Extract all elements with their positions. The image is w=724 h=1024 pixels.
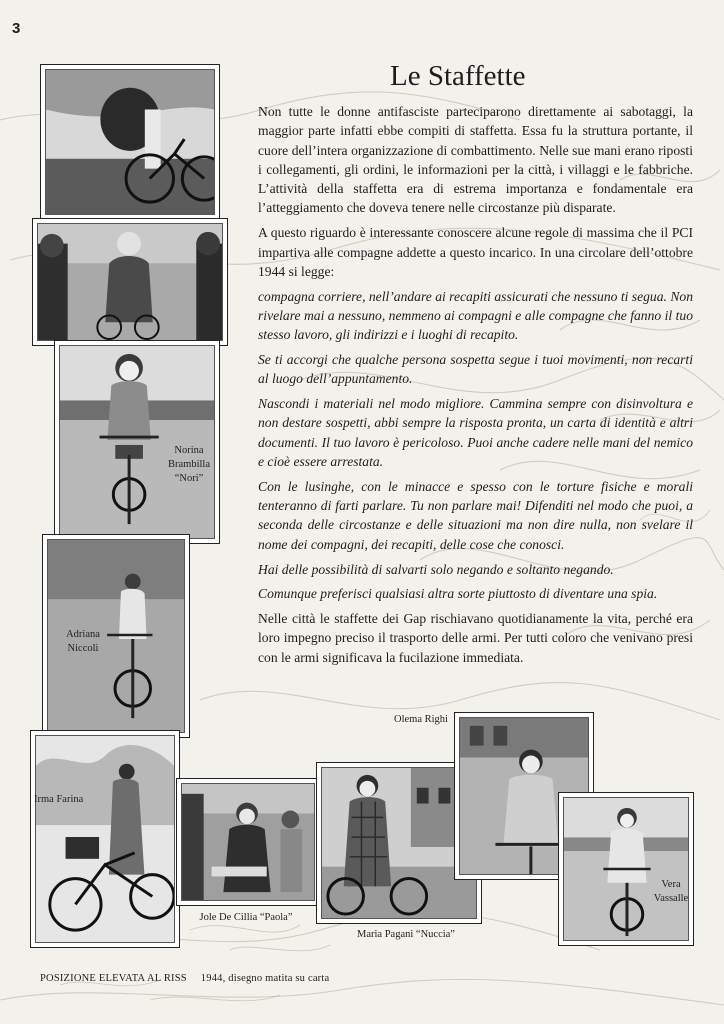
article-body	[258, 102, 693, 673]
page-title: Le Staffette	[390, 60, 526, 92]
caption-jole: Jole De Cillia “Paola”	[199, 912, 293, 923]
caption-vera	[644, 878, 698, 906]
quote-paragraph: Con le lusinghe, con le minacce e spesso con le torture fisiche e morali tenteranno di farti parlare. Tu non parlare mai! Difenditi nel modo che puoi, a seconda delle circostanze e delle situazioni ma non dire nulla, non svelare il nome dei compagni, dei recapiti, delle cose che conosci.	[258, 478, 693, 552]
caption-line: “Nori”	[174, 473, 204, 484]
caption-line: Norina	[174, 445, 204, 456]
photo-vera-vassalle	[558, 792, 694, 946]
footer-note: 1944, disegno matita su carta	[200, 973, 330, 984]
caption-olema: Olema Righi	[394, 714, 448, 725]
quote-paragraph: Comunque preferisci qualsiasi altra sorte piuttosto di diventare una spia.	[258, 586, 658, 602]
paragraph-pci-rules: A questo riguardo è interessante conoscere alcune regole di massima che il PCI impartiva alle compagne addette a questo incarico. In una circolare dell’ottobre 1944 si legge:	[258, 225, 693, 279]
quote-paragraph: Hai delle possibilità di salvarti solo negando e soltanto negando.	[258, 561, 614, 577]
caption-maria: Maria Pagani “Nuccia”	[357, 929, 455, 940]
quote-paragraph: Nascondi i materiali nel modo migliore. Cammina sempre con disinvoltura e non destare sospetti, abbi sempre la risposta pronta, un carta di identità e altri documenti. Il tuo lavoro è pericoloso. Puoi anche cadere nelle mani del nemico e cioè essere arrestata.	[258, 396, 693, 470]
quote-paragraph: Se ti accorgi che qualche persona sospetta segue i tuoi movimenti, non recarti al luogo dell’appuntamento.	[258, 352, 693, 387]
caption-adriana	[54, 628, 112, 656]
paragraph-gap: Nelle città le staffette dei Gap rischiavano quotidianamente la vita, perché era loro impegno preciso il trasporto delle armi. Per tutti coloro che venivano presi con le armi significava la fucilazione immediata.	[258, 611, 693, 665]
photo-norina-brambilla	[54, 340, 220, 544]
photo-irma-farina	[30, 730, 180, 948]
caption-line: Niccoli	[67, 643, 99, 654]
photo-partisans-bicycle	[40, 64, 220, 220]
paragraph-intro: Non tutte le donne antifasciste parteciparono direttamente ai sabotaggi, la maggior parte infatti ebbe compiti di staffetta. Essa fu la struttura portante, il cuore dell’intera organizzazione di combattimento. Nelle sue mani erano riposti i collegamenti, gli ordini, le informazioni per la città, i villaggi e le fabbriche. L’attività della staffetta era di estrema importanza e fondamentale era l’atteggiamento che doveva tenere nelle circostanze più disparate.	[258, 104, 693, 216]
caption-line: Brambilla	[168, 459, 210, 470]
quote-paragraph: compagna corriere, nell’andare ai recapiti assicurati che nessuno ti segua. Non rivelare mai a nessuno, nemmeno ai compagni e alle compagne che fanno il tuo stesso lavoro, gli indirizzi e i luoghi di recapito.	[258, 288, 693, 343]
caption-line: Vera	[661, 879, 681, 890]
footer-title: POSIZIONE ELEVATA AL RISS	[40, 973, 187, 984]
photo-staffetta-soldiers	[32, 218, 228, 346]
photo-jole-de-cillia	[176, 778, 320, 906]
caption-line: Adriana	[66, 629, 100, 640]
page-number: 3	[12, 20, 21, 37]
footer-caption	[40, 973, 329, 984]
caption-irma: Irma Farina	[34, 794, 84, 805]
caption-line: Vassalle	[653, 893, 689, 904]
caption-norina	[160, 444, 218, 486]
